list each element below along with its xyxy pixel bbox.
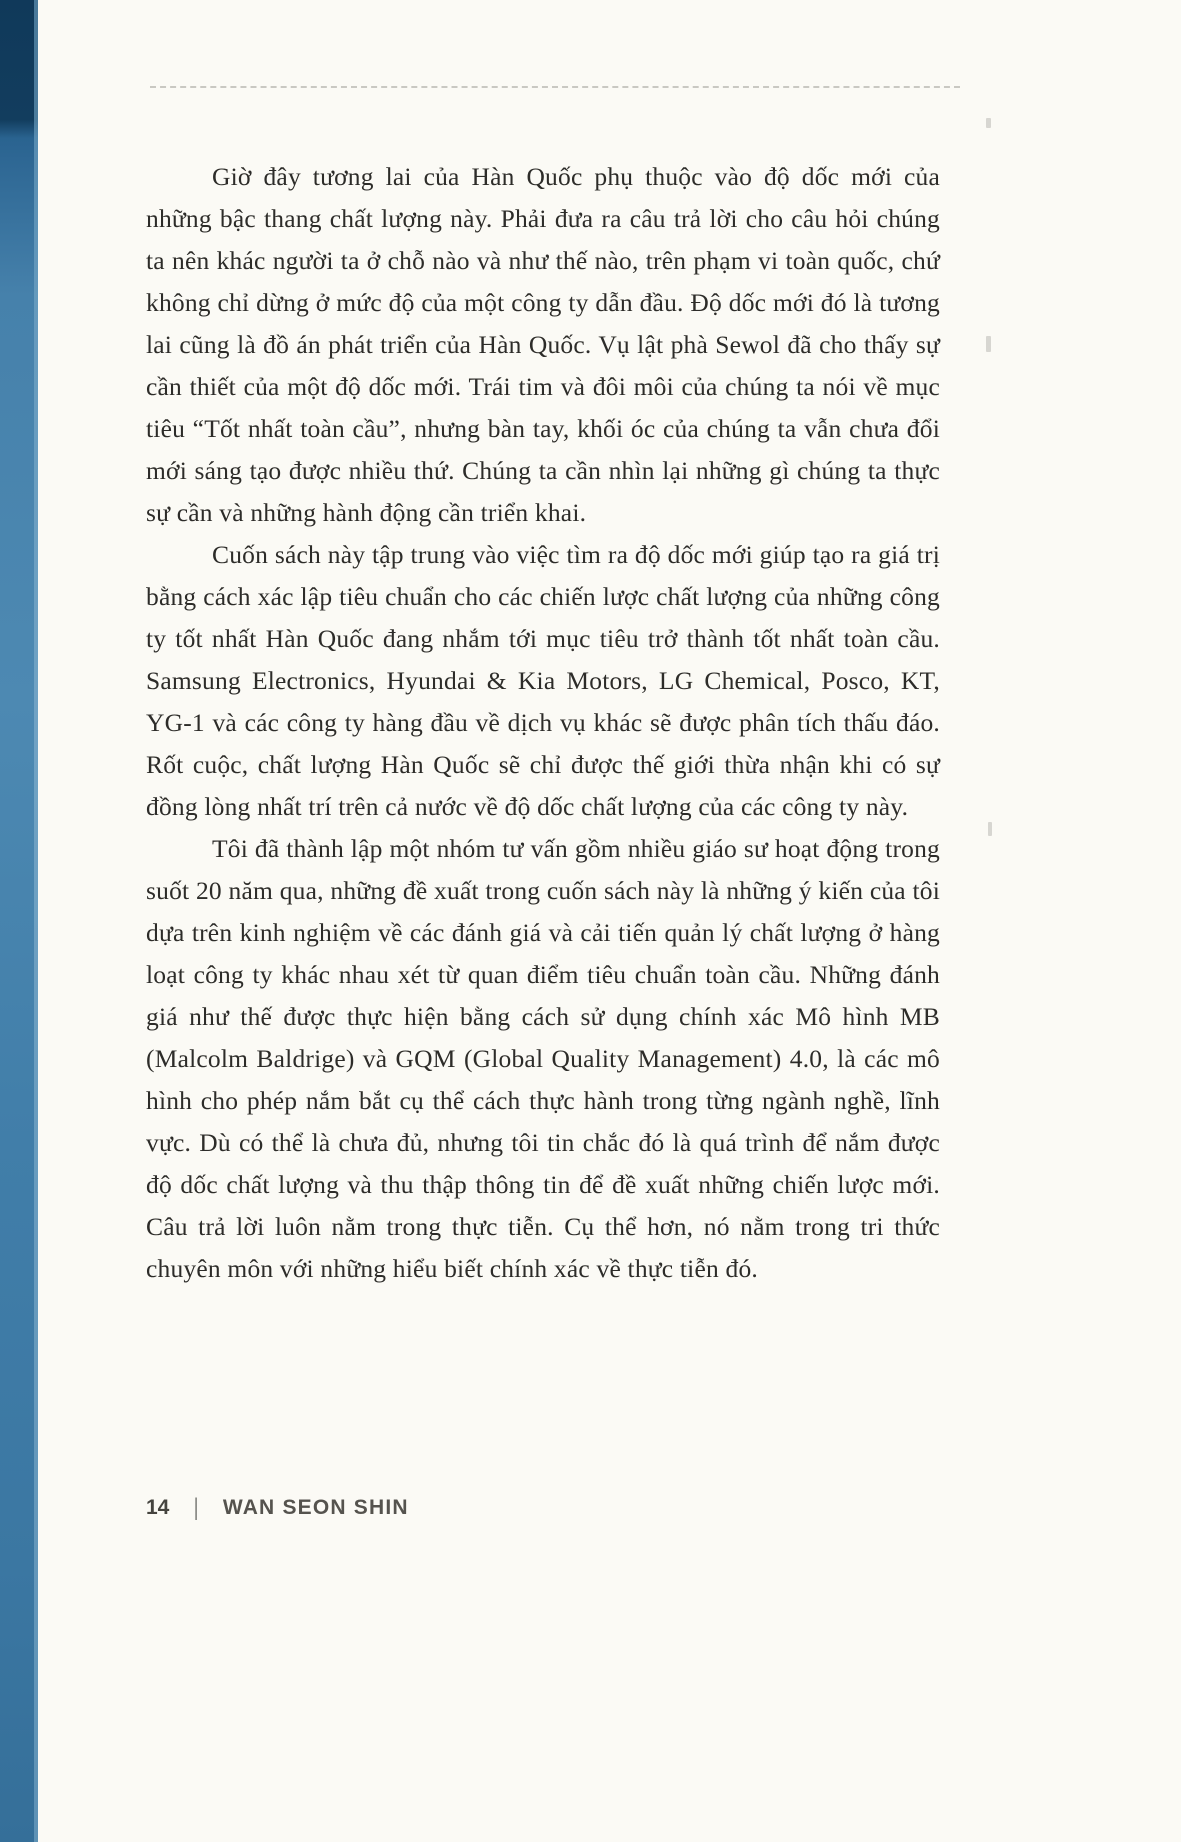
page-footer [146, 1496, 409, 1520]
footer-separator: | [193, 1494, 199, 1521]
header-dashed-rule [150, 86, 960, 88]
paragraph-1: Giờ đây tương lai của Hàn Quốc phụ thuộc vào độ dốc mới của những bậc thang chất lượng này. Phải đưa ra câu trả lời cho câu hỏi chúng ta nên khác người ta ở chỗ nào và như thế nào, trên phạm vi toàn quốc, chứ không chỉ dừng ở mức độ của một công ty dẫn đầu. Độ dốc mới đó là tương lai cũng là đồ án phát triển của Hàn Quốc. Vụ lật phà Sewol đã cho thấy sự cần thiết của một độ dốc mới. Trái tim và đôi môi của chúng ta nói về mục tiêu “Tốt nhất toàn cầu”, nhưng bàn tay, khối óc của chúng ta vẫn chưa đổi mới sáng tạo được nhiều thứ. Chúng ta cần nhìn lại những gì chúng ta thực sự cần và những hành động cần triển khai. [146, 162, 940, 527]
scan-artifact [986, 118, 991, 128]
paragraph-2: Cuốn sách này tập trung vào việc tìm ra độ dốc mới giúp tạo ra giá trị bằng cách xác lập tiêu chuẩn cho các chiến lược chất lượng của những công ty tốt nhất Hàn Quốc đang nhắm tới mục tiêu trở thành tốt nhất toàn cầu. Samsung Electronics, Hyundai & Kia Motors, LG Chemical, Posco, KT, YG-1 và các công ty hàng đầu về dịch vụ khác sẽ được phân tích thấu đáo. Rốt cuộc, chất lượng Hàn Quốc sẽ chỉ được thế giới thừa nhận khi có sự đồng lòng nhất trí trên cả nước về độ dốc chất lượng của các công ty này. [146, 540, 940, 821]
scan-artifact [986, 336, 991, 352]
paragraph-3: Tôi đã thành lập một nhóm tư vấn gồm nhiều giáo sư hoạt động trong suốt 20 năm qua, những đề xuất trong cuốn sách này là những ý kiến của tôi dựa trên kinh nghiệm về các đánh giá và cải tiến quản lý chất lượng ở hàng loạt công ty khác nhau xét từ quan điểm tiêu chuẩn toàn cầu. Những đánh giá như thế được thực hiện bằng cách sử dụng chính xác Mô hình MB (Malcolm Baldrige) và GQM (Global Quality Management) 4.0, là các mô hình cho phép nắm bắt cụ thể cách thực hành trong từng ngành nghề, lĩnh vực. Dù có thể là chưa đủ, nhưng tôi tin chắc đó là quá trình để nắm được độ dốc chất lượng và thu thập thông tin để đề xuất những chiến lược mới. Câu trả lời luôn nằm trong thực tiễn. Cụ thể hơn, nó nằm trong tri thức chuyên môn với những hiểu biết chính xác về thực tiễn đó. [146, 834, 940, 1283]
scan-artifact [988, 822, 992, 836]
footer-author: WAN SEON SHIN [222, 1496, 409, 1519]
body-text [146, 156, 940, 1290]
book-spine-edge [0, 0, 38, 1842]
page-number: 14 [146, 1496, 170, 1519]
